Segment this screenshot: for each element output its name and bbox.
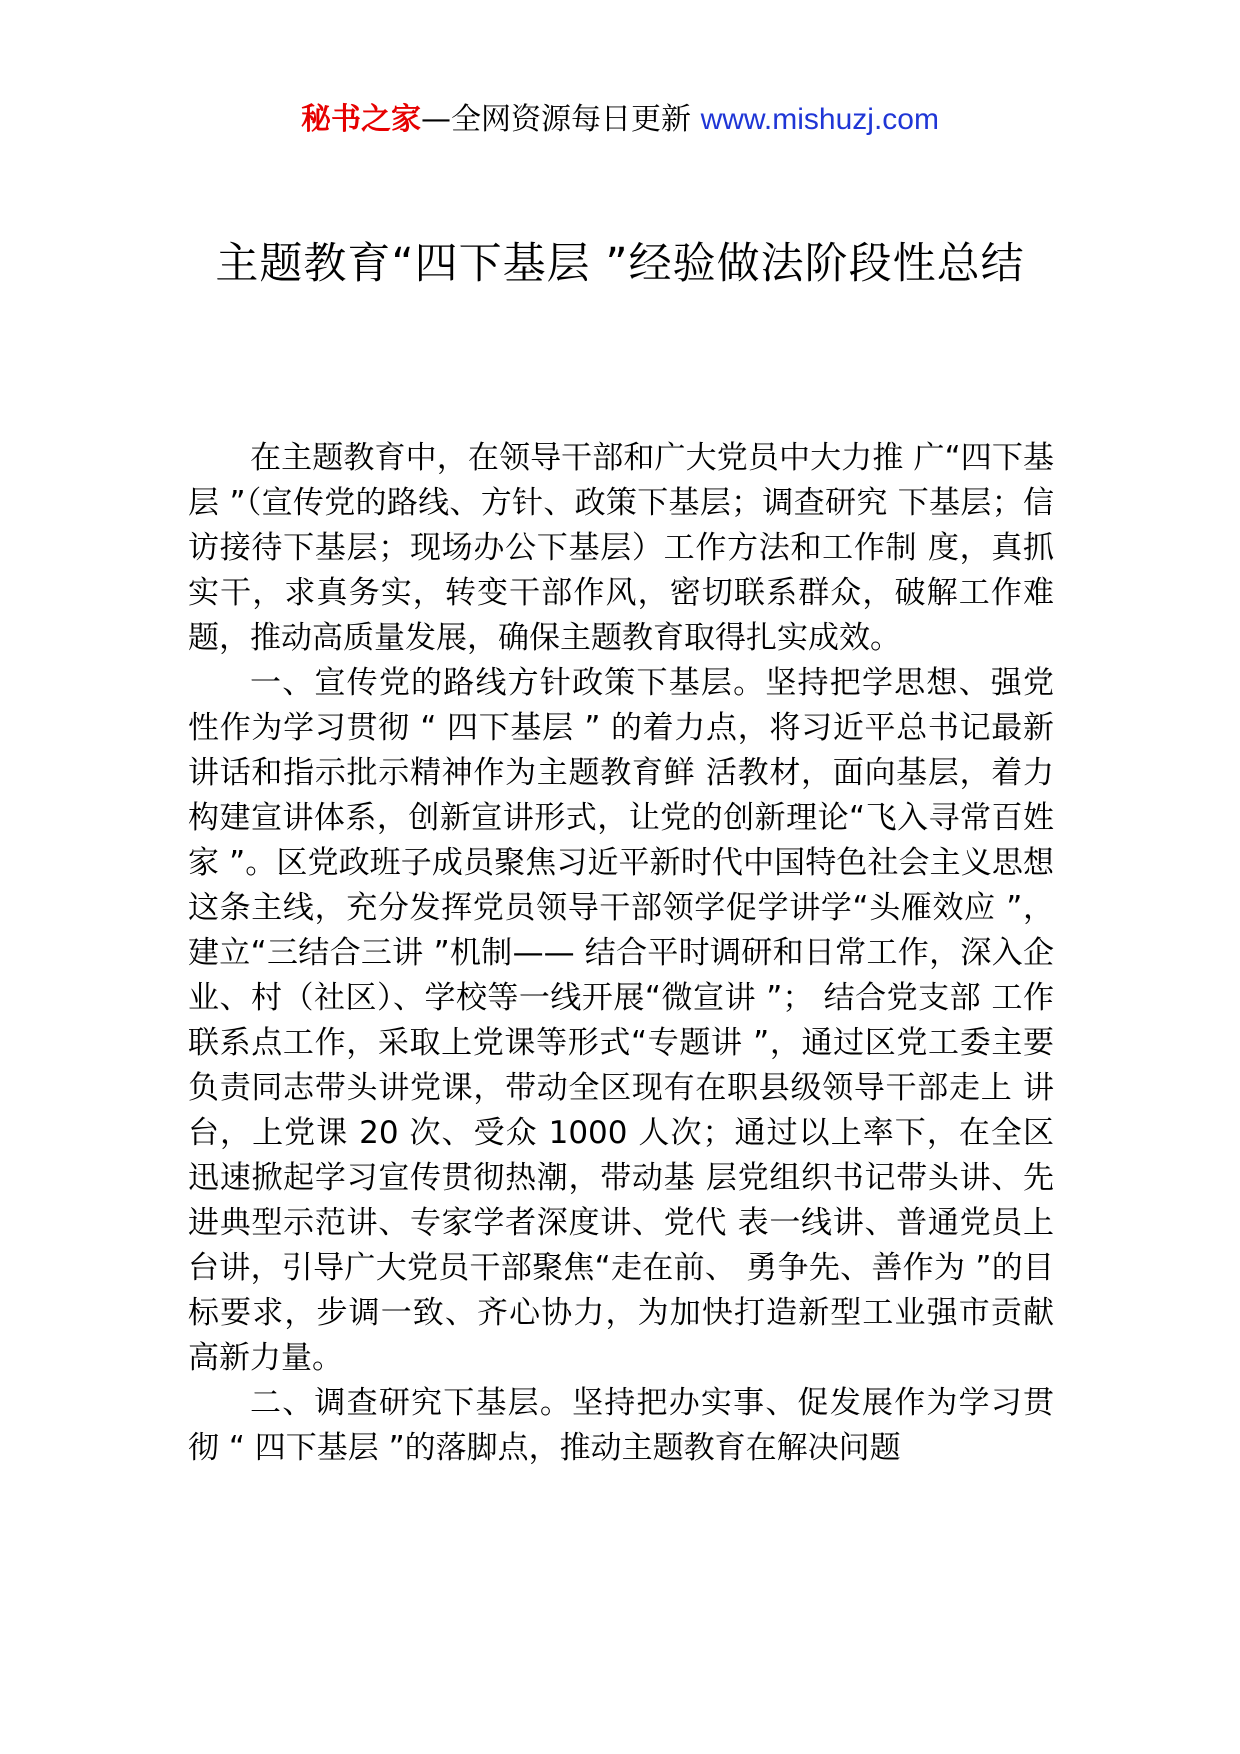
document-title: 主题教育“四下基层 ”经验做法阶段性总结 (215, 239, 1025, 289)
site-url-link[interactable]: www.mishuzj.com (700, 103, 939, 136)
site-header (0, 100, 1240, 140)
site-brand: 秘书之家 (301, 102, 422, 137)
paragraph-section-2: 二、调查研究下基层。坚持把办实事、促发展作为学习贯彻 “ 四下基层 ”的落脚点，推动主题教育在解决问题 (188, 1385, 1054, 1466)
paragraph-intro: 在主题教育中，在领导干部和广大党员中大力推 广“四下基层 ”（宣传党的路线、方针、政策下基层；调查研究 下基层；信访接待下基层；现场办公下基层）工作方法和工作制 度，真抓实干，求真务实，转变干部作风，密切联系群众，破解工作难题，推动高质量发展，确保主题教育取得扎实成效。 (188, 440, 1054, 656)
site-tagline: —全网资源每日更新 (421, 102, 701, 137)
paragraph-section-1: 一、宣传党的路线方针政策下基层。坚持把学思想、强党性作为学习贯彻 “ 四下基层 ” 的着力点，将习近平总书记最新讲话和指示批示精神作为主题教育鲜 活教材，面向基层，着力构建宣讲体系，创新宣讲形式，让党的创新理论“飞入寻常百姓家 ”。区党政班子成员聚焦习近平新时代中国特色社会主义思想 这条主线，充分发挥党员领导干部领学促学讲学“头雁效应 ”， 建立“三结合三讲 ”机制—— 结合平时调研和日常工作，深入企业、村（社区）、学校等一线开展“微宣讲 ”； 结合党支部 工作联系点工作，采取上党课等形式“专题讲 ”，通过区党工委主要负责同志带头讲党课，带动全区现有在职县级领导干部走上 讲台，上党课 20 次、受众 1000 人次；通过以上率下，在全区迅速掀起学习宣传贯彻热潮，带动基 层党组织书记带头讲、先进典型示范讲、专家学者深度讲、党代 表一线讲、普通党员上台讲，引导广大党员干部聚焦“走在前、 勇争先、善作为 ”的目标要求，步调一致、齐心协力，为加快打造新型工业强市贡献高新力量。 (188, 665, 1054, 1376)
document-body (188, 436, 1054, 1471)
